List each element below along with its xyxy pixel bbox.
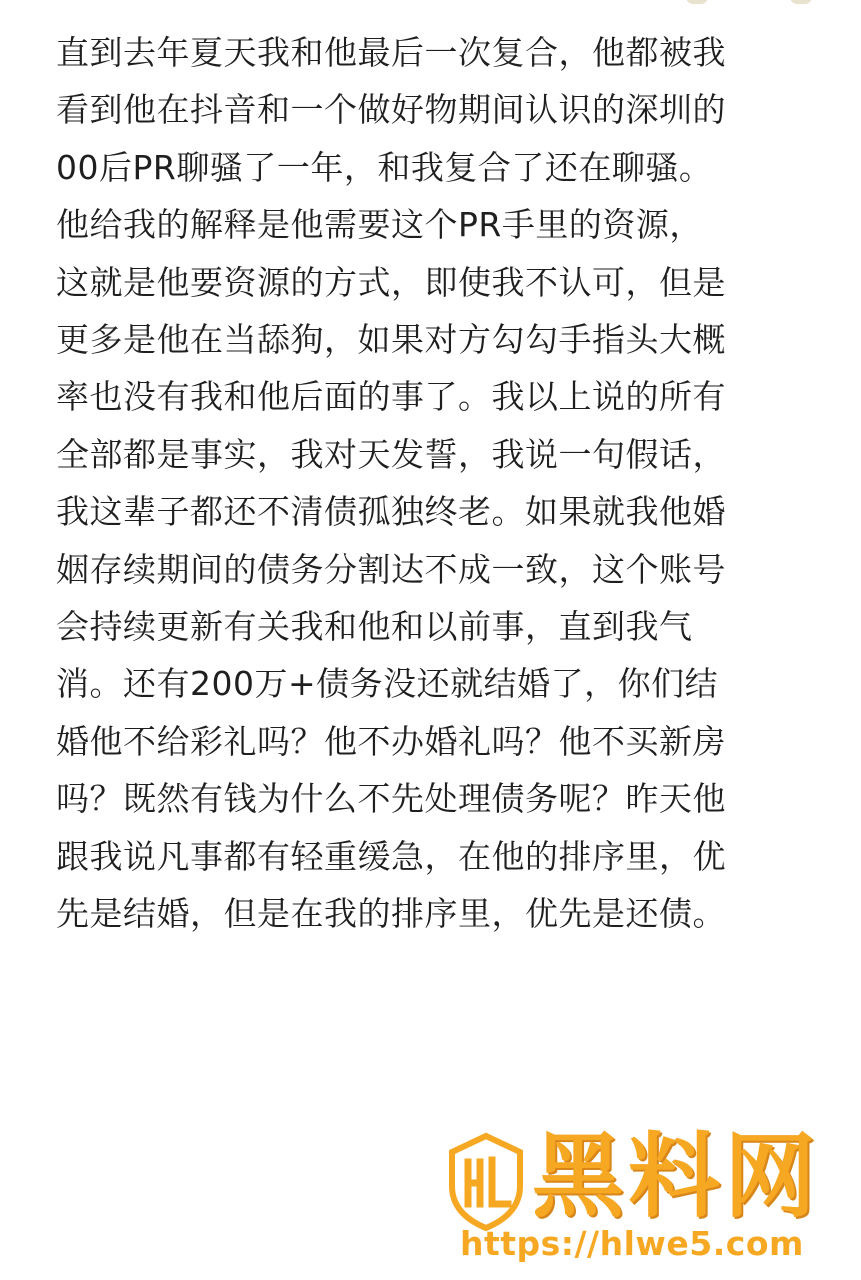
cropped-icon [686,0,708,4]
post-text-line: 看到他在抖音和一个做好物期间认识的深圳的 [56,90,726,130]
post-text-line: 跟我说凡事都有轻重缓急，在他的排序里，优 [56,836,726,876]
post-text-line: 消。还有200万+债务没还就结婚了，你们结 [56,664,719,704]
post-text-line: 婚他不给彩礼吗？他不办婚礼吗？他不买新房 [56,721,726,761]
post-text-line: 我这辈子都还不清债孤独终老。如果就我他婚 [56,492,726,532]
post-text-line: 姻存续期间的债务分割达不成一致，这个账号 [56,549,726,589]
post-text-line: 00后PR聊骚了一年，和我复合了还在聊骚。 [56,147,713,187]
watermark-url: https://hlwe5.com [460,1224,804,1263]
post-text-line: 他给我的解释是他需要这个PR手里的资源， [56,205,703,245]
post-text-line: 吗？既然有钱为什么不先处理债务呢？昨天他 [56,779,726,819]
post-text-line: 率也没有我和他后面的事了。我以上说的所有 [56,377,726,417]
watermark [444,1123,844,1268]
post-text-line: 更多是他在当舔狗，如果对方勾勾手指头大概 [56,320,726,360]
post-text-line: 这就是他要资源的方式，即使我不认可，但是 [56,262,726,302]
cropped-icon [790,0,812,4]
post-text-line: 先是结婚，但是在我的排序里，优先是还债。 [56,894,726,934]
watermark-title: 黑料网 [532,1123,821,1230]
post-text-line: 直到去年夏天我和他最后一次复合，他都被我 [56,33,726,72]
hl-shield-logo-icon [446,1132,526,1232]
top-edge-cropped-icons [0,0,861,6]
post-body [56,24,816,943]
post-text-line: 全部都是事实，我对天发誓，我说一句假话， [56,434,726,474]
post-text-line: 会持续更新有关我和他和以前事，直到我气 [56,607,693,647]
